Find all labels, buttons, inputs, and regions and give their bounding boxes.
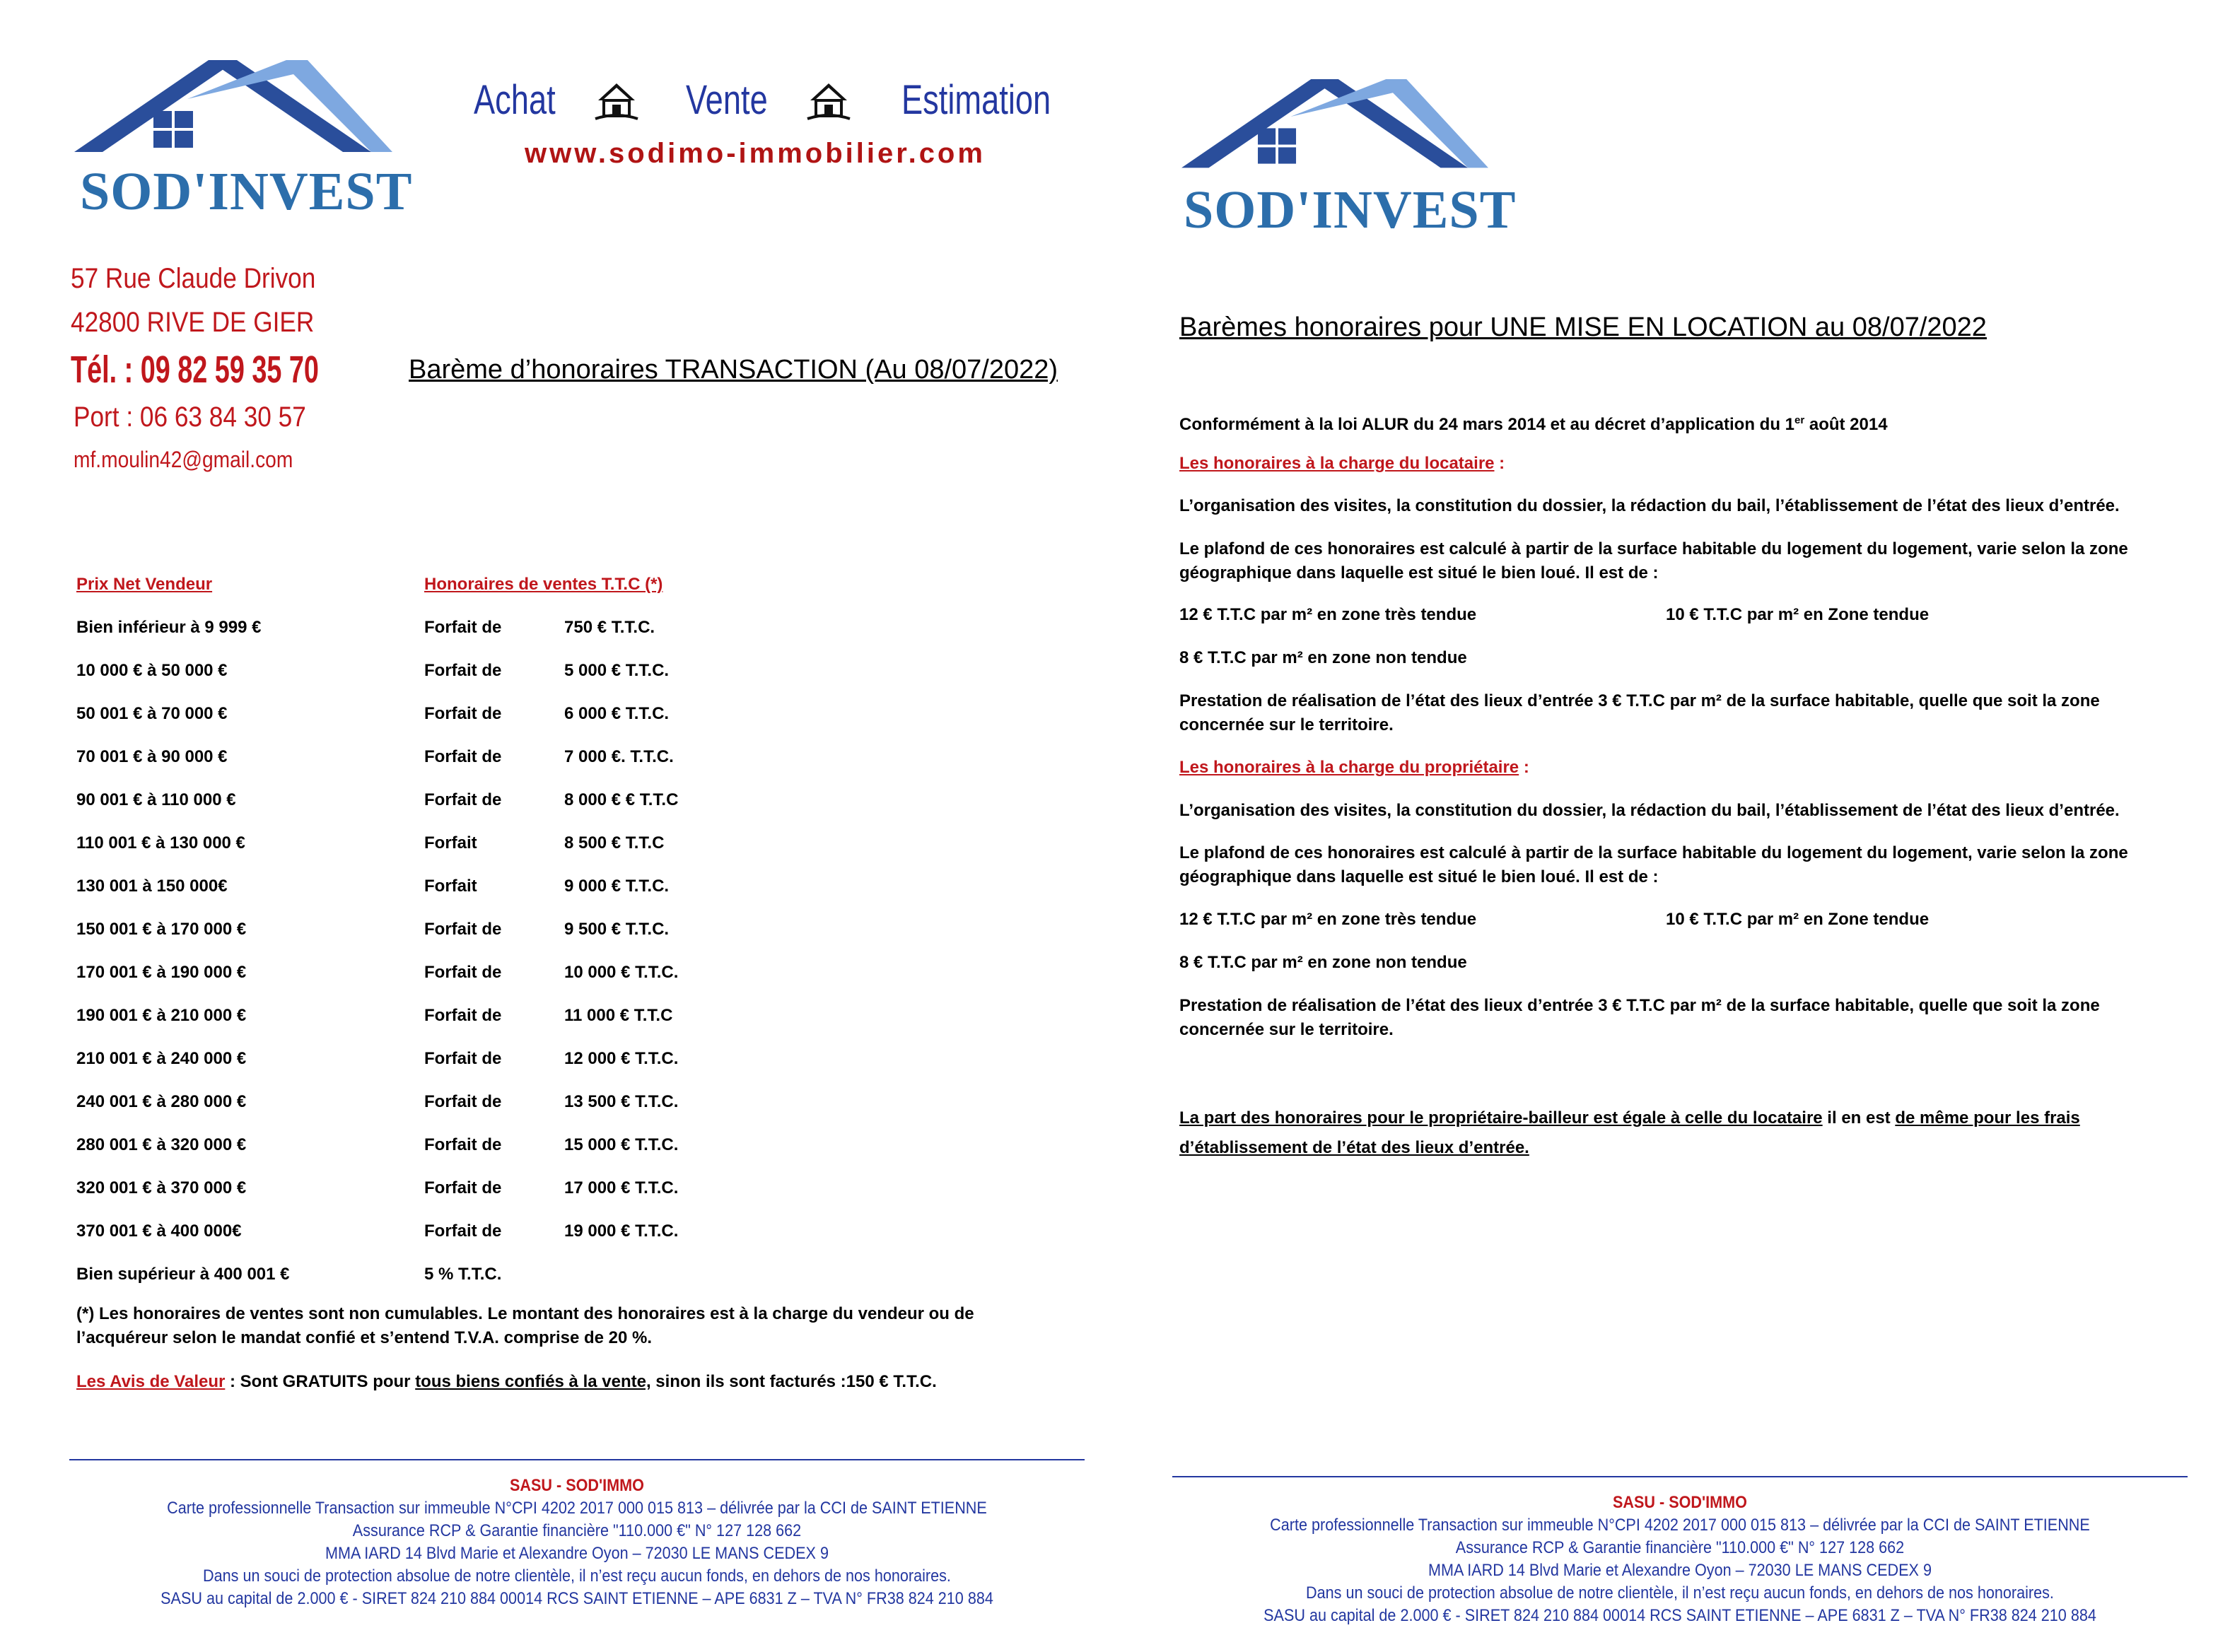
row-price: 70 001 € à 90 000 € (76, 747, 228, 766)
footer (1172, 1492, 2188, 1627)
row-fee: 19 000 € T.T.C. (564, 1222, 679, 1241)
row-type: Forfait de (424, 747, 502, 766)
table-row (76, 1049, 925, 1077)
footer-line: Carte professionnelle Transaction sur immeuble N°CPI 4202 2017 000 015 813 – délivrée par la CCI de SAINT ETIENNE (167, 1499, 987, 1518)
row-fee: 9 500 € T.T.C. (564, 920, 670, 939)
table-row (76, 1265, 925, 1293)
avis-text-underlined: tous biens confiés à la vente, (415, 1372, 651, 1391)
table-row (76, 661, 925, 689)
table-row (76, 963, 925, 991)
avis-label: Les Avis de Valeur (76, 1372, 226, 1391)
alur-intro (1179, 409, 1888, 437)
row-type: Forfait de (424, 920, 502, 939)
row-fee: 9 000 € T.T.C. (564, 877, 670, 896)
tagline-estimation: Estimation (901, 77, 1051, 123)
zone-tendue: 10 € T.T.C par m² en Zone tendue (1666, 605, 1930, 624)
row-type: Forfait de (424, 1049, 502, 1068)
row-fee: 750 € T.T.C. (564, 618, 655, 637)
part-honoraires (1179, 1103, 2183, 1163)
proprietaire-label: Les honoraires à la charge du propriétaire (1179, 758, 1519, 777)
proprietaire-plafond: Le plafond de ces honoraires est calculé à partir de la surface habitable du logement du logement, varie selon la zone géographique dans laquelle est situé le bien loué. Il est de : (1179, 843, 2128, 886)
row-price: 320 001 € à 370 000 € (76, 1178, 247, 1197)
alur-intro-sup: er (1794, 414, 1805, 426)
colon: : (1494, 454, 1505, 473)
avis-de-valeur (76, 1370, 1024, 1394)
zone-tres-tendue: 12 € T.T.C par m² en zone très tendue (1179, 605, 1477, 624)
alur-intro-end: août 2014 (1804, 415, 1888, 434)
tagline-vente: Vente (686, 77, 768, 123)
colon: : (1519, 758, 1529, 777)
row-price: 280 001 € à 320 000 € (76, 1135, 247, 1154)
row-fee: 13 500 € T.T.C. (564, 1092, 679, 1111)
house-icon (806, 79, 851, 124)
locataire-label: Les honoraires à la charge du locataire (1179, 454, 1495, 473)
row-price: 240 001 € à 280 000 € (76, 1092, 247, 1111)
table-row (76, 1092, 925, 1120)
row-fee: 8 000 € € T.T.C (564, 790, 679, 809)
table-row (76, 704, 925, 732)
footer-line: Dans un souci de protection absolue de notre clientèle, il n’est reçu aucun fonds, en dehors de nos honoraires. (1306, 1583, 2054, 1603)
footer-company: SASU - SOD'IMMO (1613, 1493, 1747, 1512)
logo-text: SOD'INVEST (1184, 180, 1517, 240)
row-price: 50 001 € à 70 000 € (76, 704, 228, 723)
row-type: Forfait de (424, 1092, 502, 1111)
footer-company: SASU - SOD'IMMO (510, 1476, 644, 1495)
row-price: 110 001 € à 130 000 € (76, 833, 245, 853)
row-fee: 15 000 € T.T.C. (564, 1135, 679, 1154)
row-fee: 6 000 € T.T.C. (564, 704, 670, 723)
house-logo-icon (1179, 79, 1490, 175)
row-type: 5 % T.T.C. (424, 1265, 502, 1284)
row-fee: 17 000 € T.T.C. (564, 1178, 679, 1197)
email-address[interactable]: mf.moulin42@gmail.com (74, 447, 293, 472)
locataire-plafond: Le plafond de ces honoraires est calculé à partir de la surface habitable du logement du logement, varie selon la zone géographique dans laquelle est situé le bien loué. Il est de : (1179, 539, 2128, 582)
table-row (76, 1006, 925, 1034)
zone-non-tendue: 8 € T.T.C par m² en zone non tendue (1179, 648, 1467, 667)
row-type: Forfait de (424, 618, 502, 637)
row-price: Bien inférieur à 9 999 € (76, 618, 262, 637)
footer-line: Carte professionnelle Transaction sur immeuble N°CPI 4202 2017 000 015 813 – délivrée par la CCI de SAINT ETIENNE (1270, 1516, 2090, 1535)
locataire-prestation: Prestation de réalisation de l’état des lieux d’entrée 3 € T.T.C par m² de la surface habitable, quelle que soit la zone concernée sur le territoire. (1179, 691, 2100, 734)
row-type: Forfait de (424, 1178, 502, 1197)
row-price: 370 001 € à 400 000€ (76, 1222, 242, 1241)
row-type: Forfait de (424, 1222, 502, 1241)
row-price: 10 000 € à 50 000 € (76, 661, 228, 680)
row-fee: 12 000 € T.T.C. (564, 1049, 679, 1068)
row-fee: 7 000 €. T.T.C. (564, 747, 674, 766)
row-type: Forfait de (424, 1006, 502, 1025)
row-fee: 8 500 € T.T.C (564, 833, 665, 853)
house-logo-icon (74, 60, 392, 159)
zone-tendue: 10 € T.T.C par m² en Zone tendue (1666, 910, 1930, 929)
website-url[interactable]: www.sodimo-immobilier.com (525, 138, 986, 169)
header-honoraires-ventes: Honoraires de ventes T.T.C (*) (424, 575, 663, 594)
table-row (76, 1178, 925, 1207)
logo-text: SOD'INVEST (80, 162, 413, 221)
footer-line: MMA IARD 14 Blvd Marie et Alexandre Oyon – 72030 LE MANS CEDEX 9 (1428, 1561, 1932, 1580)
table-row (76, 1135, 925, 1164)
address-line-1: 57 Rue Claude Drivon (71, 263, 316, 294)
row-type: Forfait (424, 877, 477, 896)
row-price: 150 001 € à 170 000 € (76, 920, 247, 939)
proprietaire-heading (1179, 756, 1529, 780)
proprietaire-org: L’organisation des visites, la constitution du dossier, la rédaction du bail, l’établissement de l’état des lieux d’entrée. (1179, 801, 2120, 820)
row-fee: 10 000 € T.T.C. (564, 963, 679, 982)
table-row (76, 618, 925, 646)
house-icon (594, 79, 639, 124)
locataire-heading (1179, 452, 1505, 476)
row-type: Forfait de (424, 790, 502, 809)
row-price: 90 001 € à 110 000 € (76, 790, 236, 809)
row-type: Forfait de (424, 1135, 502, 1154)
header-prix-net-vendeur: Prix Net Vendeur (76, 575, 213, 594)
zone-tres-tendue: 12 € T.T.C par m² en zone très tendue (1179, 910, 1477, 929)
location-title: Barèmes honoraires pour UNE MISE EN LOCATION au 08/07/2022 (1179, 312, 1987, 342)
row-price: 130 001 à 150 000€ (76, 877, 228, 896)
row-price: 170 001 € à 190 000 € (76, 963, 247, 982)
table-row (76, 747, 925, 775)
table-row (76, 877, 925, 905)
row-type: Forfait de (424, 661, 502, 680)
table-row (76, 1222, 925, 1250)
fees-note: (*) Les honoraires de ventes sont non cumulables. Le montant des honoraires est à la charge du vendeur ou de l’acquéreur selon le mandat confié et s’entend T.V.A. comprise de 20 %. (76, 1304, 974, 1347)
address-line-2: 42800 RIVE DE GIER (71, 307, 315, 338)
row-price: 210 001 € à 240 000 € (76, 1049, 247, 1068)
phone-number: Tél. : 09 82 59 35 70 (71, 348, 319, 391)
tagline-achat: Achat (474, 77, 556, 123)
footer-line: Assurance RCP & Garantie financière "110.000 €" N° 127 128 662 (352, 1521, 802, 1540)
footer-line: MMA IARD 14 Blvd Marie et Alexandre Oyon – 72030 LE MANS CEDEX 9 (325, 1544, 829, 1563)
footer-line: Dans un souci de protection absolue de notre clientèle, il n’est reçu aucun fonds, en dehors de nos honoraires. (203, 1566, 951, 1586)
row-type: Forfait de (424, 704, 502, 723)
zone-non-tendue: 8 € T.T.C par m² en zone non tendue (1179, 953, 1467, 972)
footer-line: SASU au capital de 2.000 € - SIRET 824 210 884 00014 RCS SAINT ETIENNE – APE 6831 Z – TVA N° FR38 824 210 884 (1263, 1606, 2096, 1625)
row-price: 190 001 € à 210 000 € (76, 1006, 247, 1025)
avis-text-end: sinon ils sont facturés :150 € T.T.C. (650, 1372, 937, 1391)
table-row (76, 920, 925, 948)
part-text-4: d’établissement de l’état des lieux d’entrée. (1179, 1138, 1529, 1157)
part-text-2: il en est (1822, 1108, 1896, 1127)
footer-divider (1172, 1476, 2188, 1477)
footer (69, 1475, 1085, 1610)
transaction-title: Barème d’honoraires TRANSACTION (Au 08/07/2022) (409, 355, 1058, 385)
table-row (76, 833, 925, 862)
footer-line: Assurance RCP & Garantie financière "110.000 €" N° 127 128 662 (1455, 1538, 1905, 1557)
proprietaire-prestation: Prestation de réalisation de l’état des lieux d’entrée 3 € T.T.C par m² de la surface habitable, quelle que soit la zone concernée sur le territoire. (1179, 996, 2100, 1039)
part-text-3: de même pour les frais (1895, 1108, 2080, 1127)
footer-divider (69, 1459, 1085, 1460)
table-row (76, 790, 925, 819)
row-type: Forfait (424, 833, 477, 853)
part-text-1: La part des honoraires pour le propriétaire-bailleur est égale à celle du locataire (1179, 1108, 1823, 1127)
row-type: Forfait de (424, 963, 502, 982)
locataire-org: L’organisation des visites, la constitution du dossier, la rédaction du bail, l’établissement de l’état des lieux d’entrée. (1179, 496, 2120, 515)
row-fee: 11 000 € T.T.C (564, 1006, 673, 1025)
avis-text: : Sont GRATUITS pour (225, 1372, 416, 1391)
row-price: Bien supérieur à 400 001 € (76, 1265, 290, 1284)
alur-intro-text: Conformément à la loi ALUR du 24 mars 2014 et au décret d’application du 1 (1179, 415, 1794, 434)
row-fee: 5 000 € T.T.C. (564, 661, 670, 680)
mobile-number: Port : 06 63 84 30 57 (74, 402, 306, 433)
footer-line: SASU au capital de 2.000 € - SIRET 824 210 884 00014 RCS SAINT ETIENNE – APE 6831 Z – TVA N° FR38 824 210 884 (160, 1589, 993, 1608)
